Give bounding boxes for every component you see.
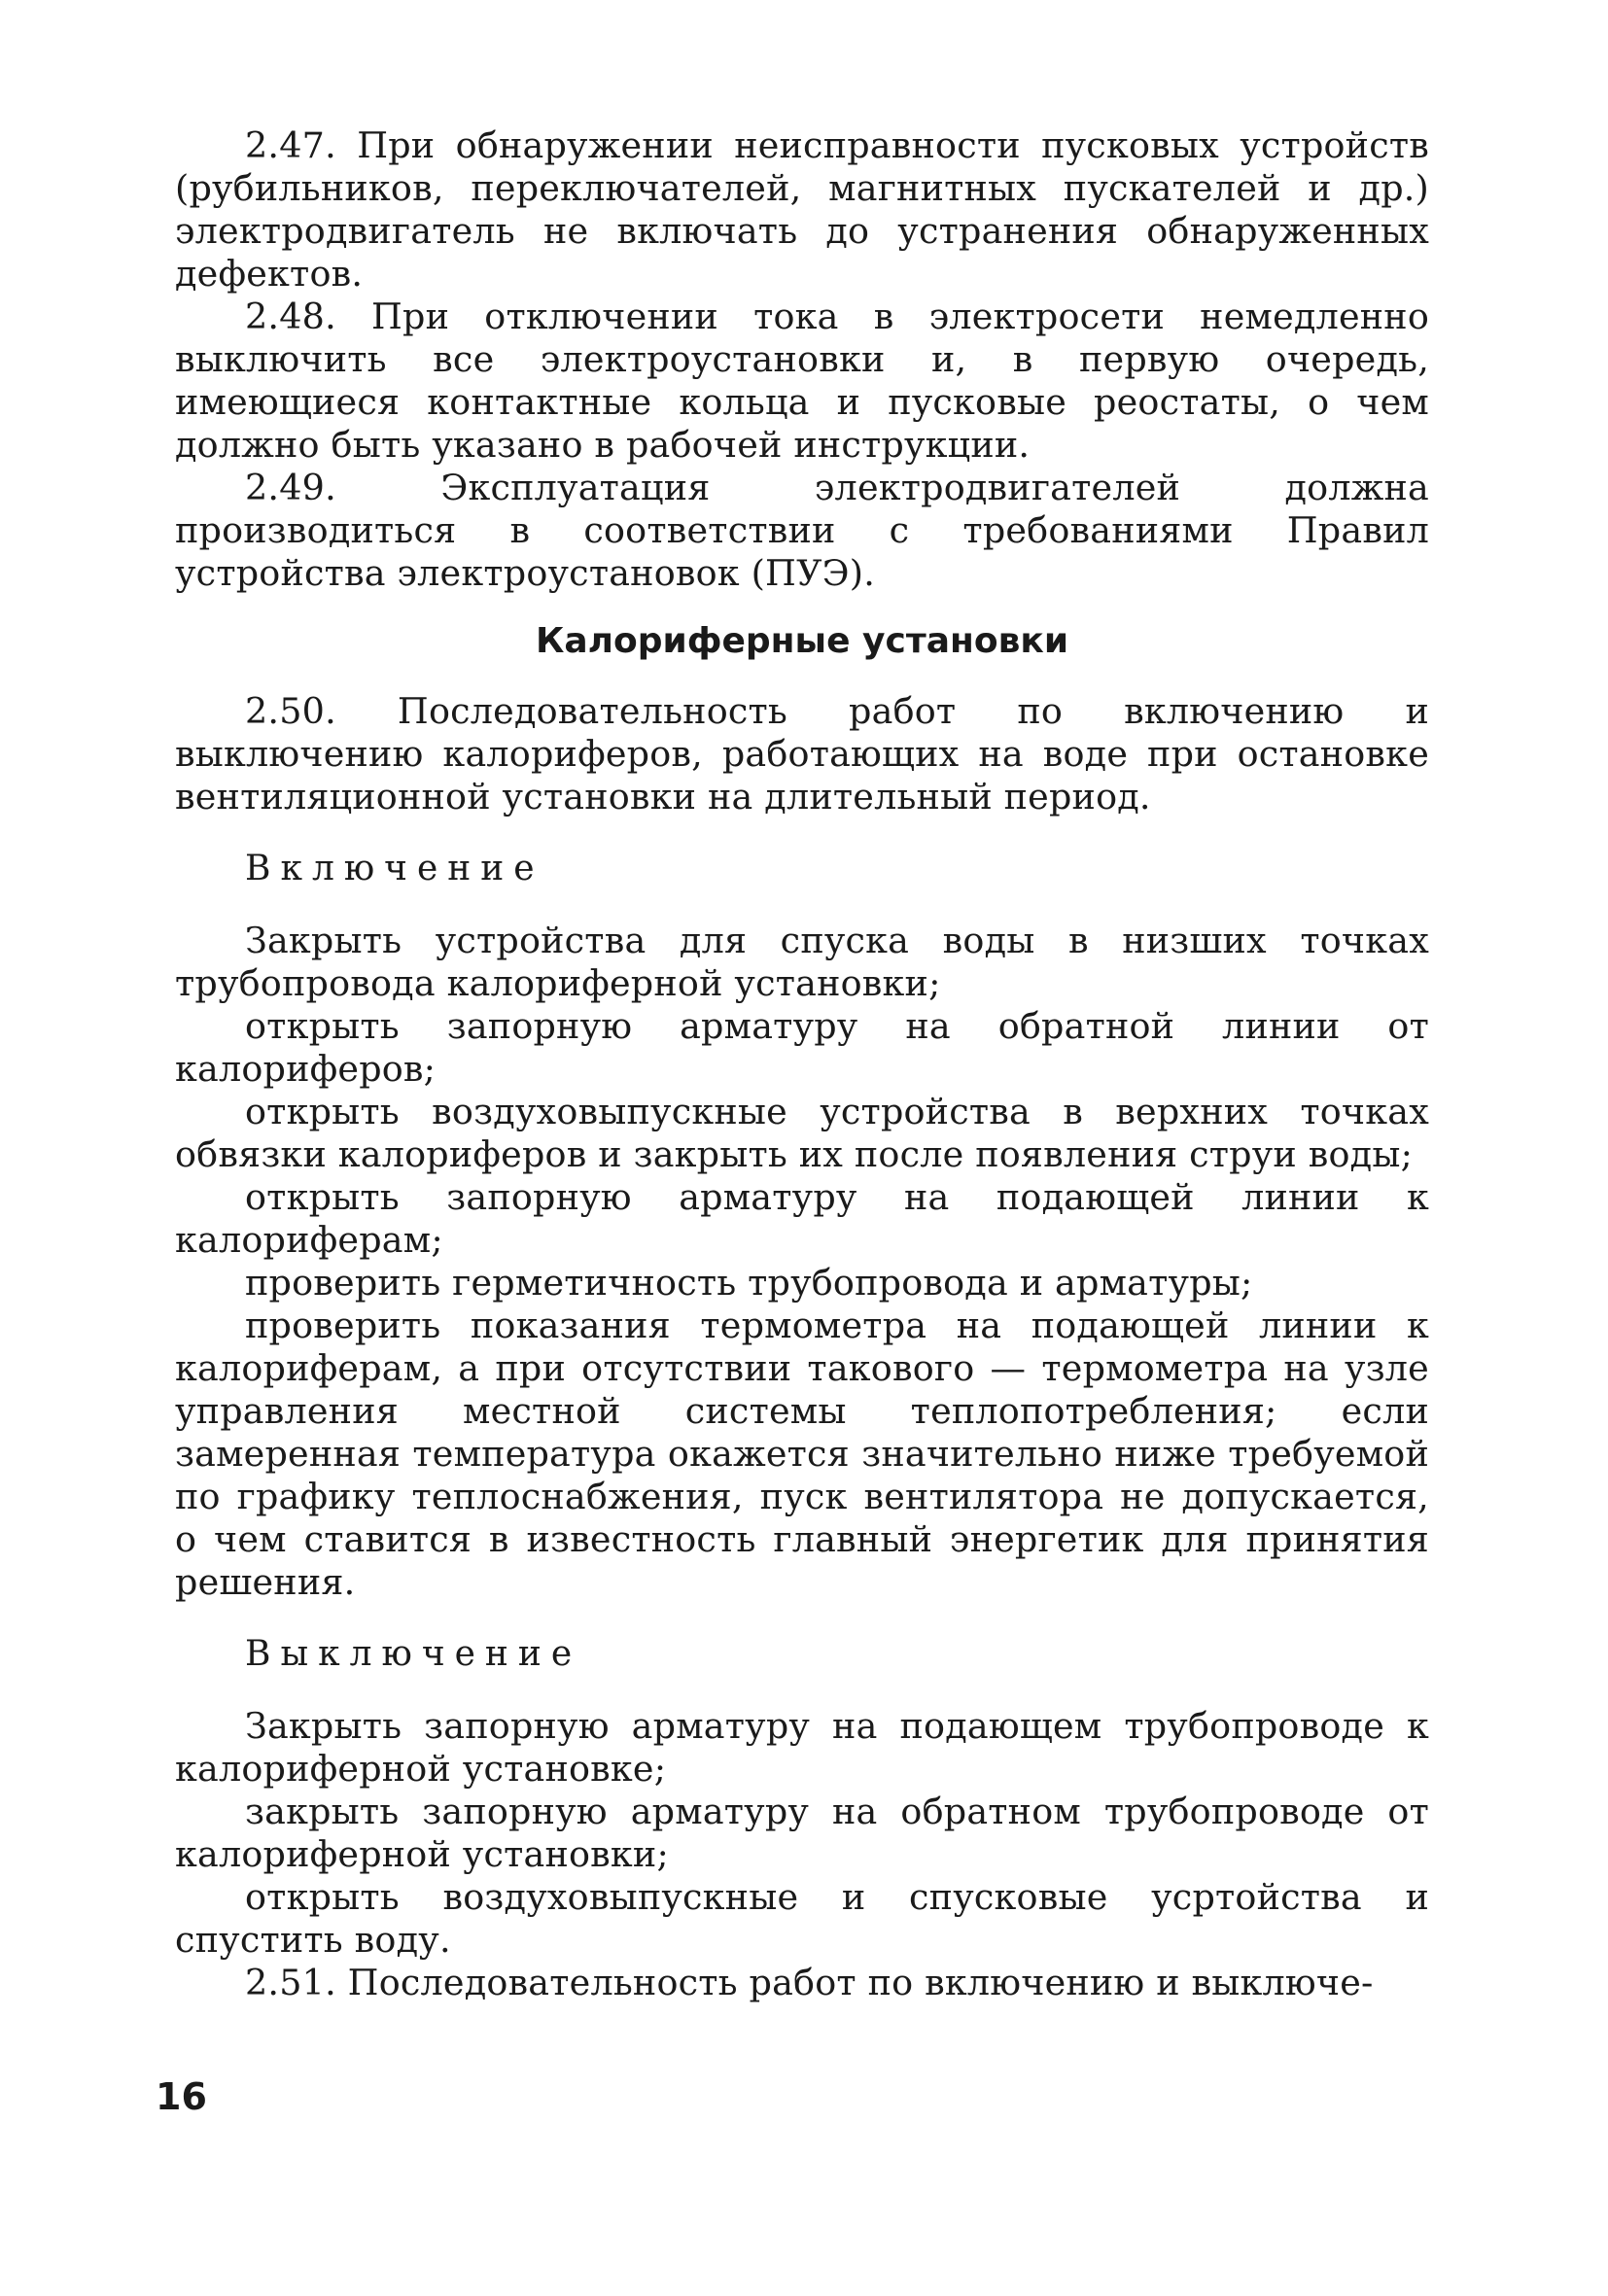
list-item: Закрыть устройства для спуска воды в низших точках трубопровода калориферной установки;	[175, 920, 1429, 1004]
list-item: открыть запорную арматуру на обратной линии от калориферов;	[175, 1005, 1429, 1090]
paragraph-2-49: 2.49. Эксплуатация электродвигателей должна производиться в соответствии с требованиями Правил устройства электроустановок (ПУЭ).	[175, 467, 1429, 594]
page-number: 16	[156, 2075, 207, 2118]
paragraph-2-47: 2.47. При обнаружении неисправности пусковых устройств (рубильников, переключателей, магнитных пускателей и др.) электродвигатель не включать до устранения обнаруженных дефектов.	[175, 124, 1429, 295]
document-page	[175, 124, 1429, 2166]
list-item: открыть запорную арматуру на подающей линии к калориферам;	[175, 1176, 1429, 1261]
list-item: проверить показания термометра на подающей линии к калориферам, а при отсутствии такового — термометра на узле управления местной системы теплопотребления; если замеренная температура окажется значительно ниже требуемой по графику теплоснабжения, пуск вентилятора не допускается, о чем ставится в известность главный энергетик для принятия решения.	[175, 1305, 1429, 1603]
paragraph-2-50: 2.50. Последовательность работ по включению и выключению калориферов, работающих на воде при остановке вентиляционной установки на длительный период.	[175, 690, 1429, 818]
list-item: закрыть запорную арматуру на обратном трубопроводе от калориферной установки;	[175, 1791, 1429, 1875]
paragraph-2-48: 2.48. При отключении тока в электросети немедленно выключить все электроустановки и, в первую очередь, имеющиеся контактные кольца и пусковые реостаты, о чем должно быть указано в рабочей инструкции.	[175, 296, 1429, 466]
subheading-off: Выключение	[245, 1634, 582, 1674]
section-heading: Калориферные установки	[535, 621, 1069, 661]
list-item: открыть воздуховыпускные устройства в верхних точках обвязки калориферов и закрыть их после появления струи воды;	[175, 1091, 1429, 1175]
list-item: открыть воздуховыпускные и спусковые усртойства и спустить воду.	[175, 1876, 1429, 1961]
subheading-on: Включение	[245, 849, 544, 888]
paragraph-2-51: 2.51. Последовательность работ по включению и выключе-	[245, 1962, 1374, 2003]
list-item: проверить герметичность трубопровода и арматуры;	[245, 1262, 1253, 1304]
list-item: Закрыть запорную арматуру на подающем трубопроводе к калориферной установке;	[175, 1705, 1429, 1790]
